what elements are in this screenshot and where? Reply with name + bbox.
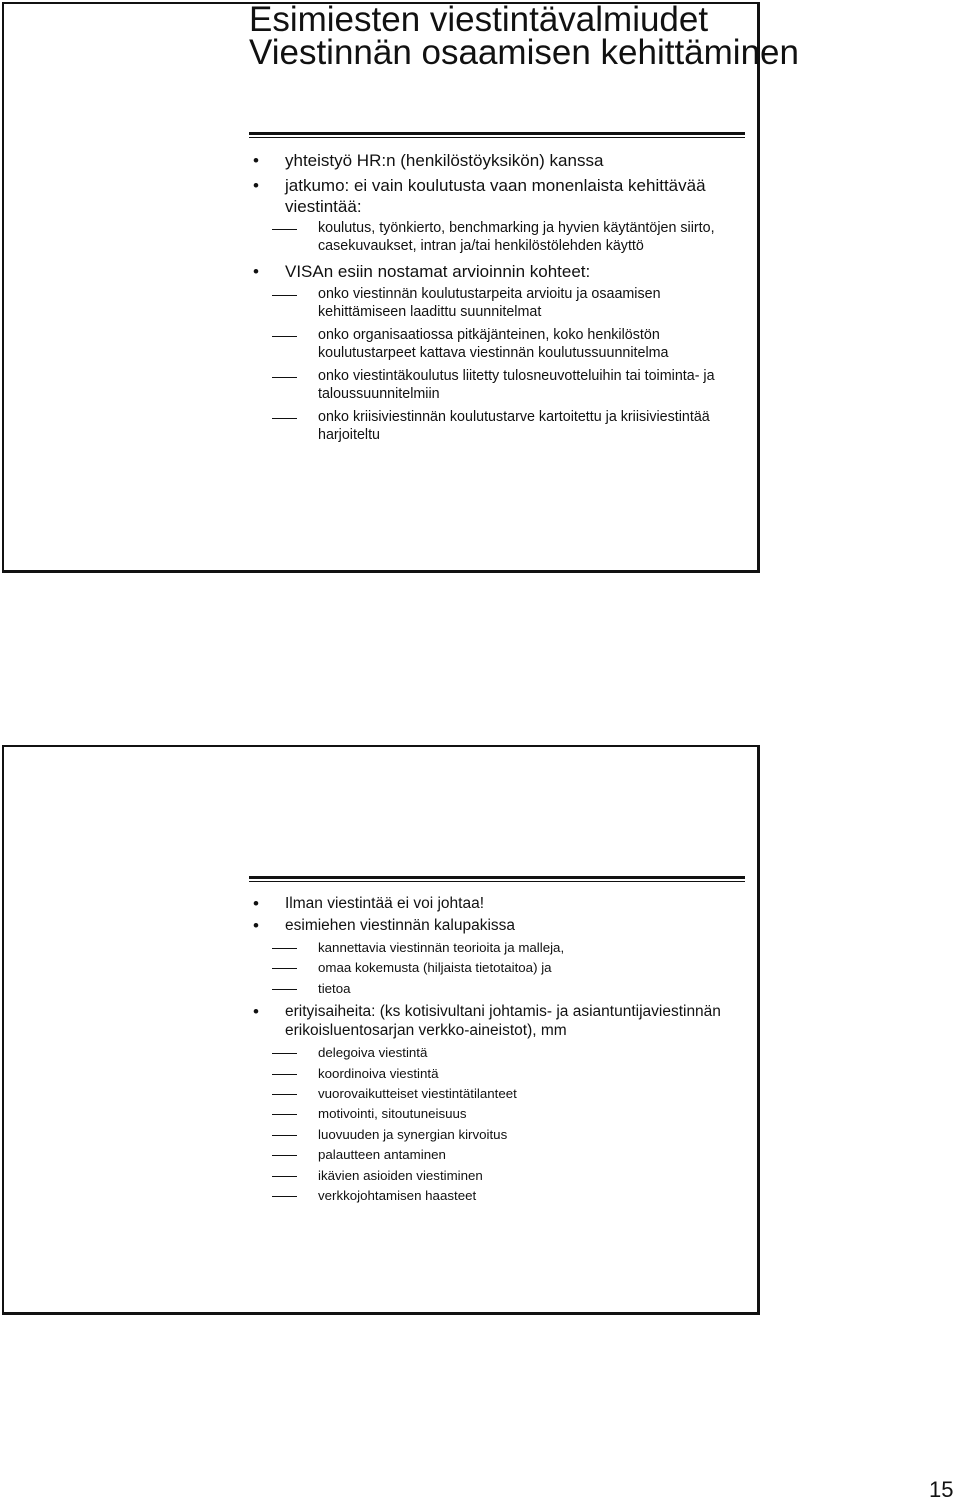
page-number: 15 [929,1477,954,1502]
list-item: • VISAn esiin nostamat arvioinnin kohteet: [253,261,723,282]
list-item: delegoiva viestintä [253,1043,723,1063]
list-item: • jatkumo: ei vain koulutusta vaan monenlaista kehittävää viestintää: [253,175,723,217]
list-item: ikävien asioiden viestiminen [253,1166,723,1186]
slide-2-title-rule [249,876,745,882]
list-item: motivointi, sitoutuneisuus [253,1104,723,1124]
slide-2-title: Esimiesten viestintävalmiudet [249,0,709,39]
list-item: • esimiehen viestinnän kalupakissa [253,916,723,935]
slide-1-title: Viestinnän osaamisen kehittäminen [249,33,799,72]
list-item: vuorovaikutteiset viestintätilanteet [253,1084,723,1104]
list-item: koulutus, työnkierto, benchmarking ja hyvien käytäntöjen siirto, casekuvaukset, intran ja/tai henkilöstölehden käyttö [253,220,723,255]
list-item: koordinoiva viestintä [253,1064,723,1084]
list-item: verkkojohtamisen haasteet [253,1186,723,1206]
list-item: onko viestinnän koulutustarpeita arvioitu ja osaamisen kehittämiseen laadittu suunnitelmat [253,286,723,321]
slide-1-bullet-list [253,150,723,444]
list-item: • Ilman viestintää ei voi johtaa! [253,894,723,913]
list-item: tietoa [253,979,723,999]
list-item: omaa kokemusta (hiljaista tietotaitoa) ja [253,958,723,978]
list-item: luovuuden ja synergian kirvoitus [253,1125,723,1145]
slide-1-title-rule [249,132,745,138]
list-item: onko organisaatiossa pitkäjänteinen, koko henkilöstön koulutustarpeet kattava viestinnän koulutussuunnitelma [253,327,723,362]
slide-2-bullet-list [253,894,723,1206]
list-item: • erityisaiheita: (ks kotisivultani johtamis- ja asiantuntijaviestinnän erikoisluentosarjan verkko-aineistot), mm [253,1002,723,1040]
list-item: • yhteistyö HR:n (henkilöstöyksikön) kanssa [253,150,723,171]
list-item: onko kriisiviestinnän koulutustarve kartoitettu ja kriisiviestintää harjoiteltu [253,409,723,444]
list-item: onko viestintäkoulutus liitetty tulosneuvotteluihin tai toiminta- ja taloussuunnitelmiin [253,368,723,403]
list-item: palautteen antaminen [253,1145,723,1165]
list-item: kannettavia viestinnän teorioita ja malleja, [253,938,723,958]
